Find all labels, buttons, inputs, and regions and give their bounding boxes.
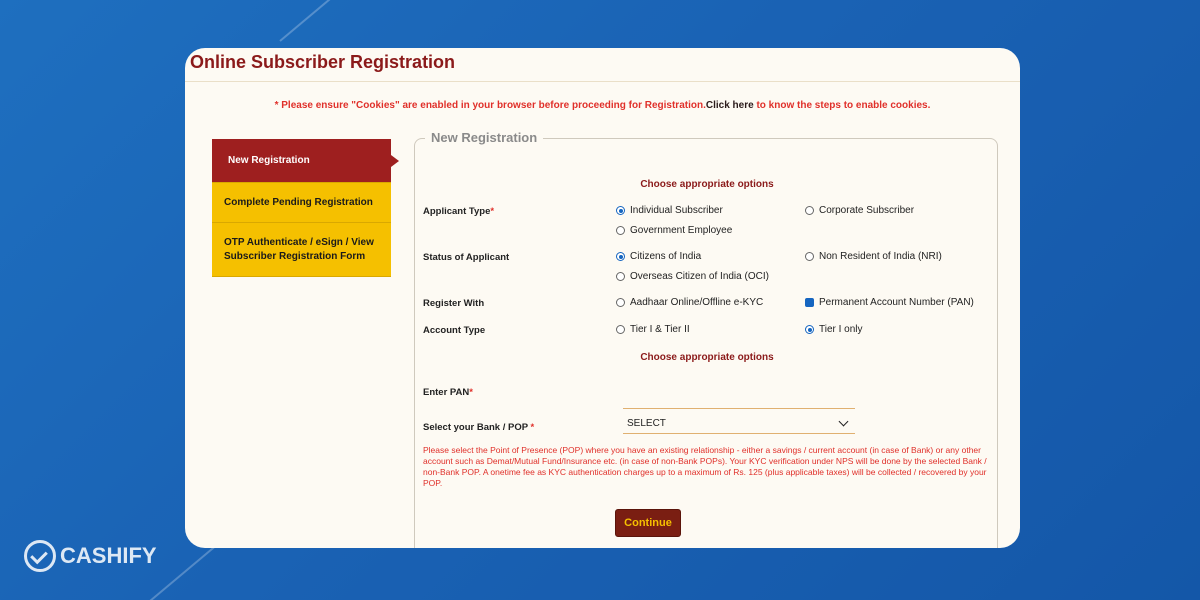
radio-citizens-of-india[interactable]: Citizens of India: [616, 251, 701, 262]
continue-button[interactable]: Continue: [615, 509, 681, 537]
radio-nri[interactable]: Non Resident of India (NRI): [805, 251, 942, 262]
radio-pan[interactable]: Permanent Account Number (PAN): [805, 297, 974, 308]
page-title: Online Subscriber Registration: [190, 52, 456, 72]
registration-card: [185, 48, 1020, 548]
radio-individual-subscriber[interactable]: Individual Subscriber: [616, 205, 723, 216]
pop-help-note: Please select the Point of Presence (POP) where you have an existing relationship - either a savings / current account (in case of Bank) or any other account such as Demat/Mutual Fund/Insurance etc. (in case of non-Bank POPs). Your KYC verification under NPS will be done by the selected Bank / non-Bank POP. A onetime fee as KYC authentication charges up to a maximum of Rs. 125 (plus applicable taxes) will be collected / recovered by your POP.: [423, 445, 987, 488]
register-with-label: Register With: [423, 298, 485, 309]
radio-icon[interactable]: [616, 272, 625, 281]
radio-checked-icon[interactable]: [616, 252, 625, 261]
bank-pop-label: Select your Bank / POP *: [423, 422, 535, 433]
bank-pop-select-value: SELECT: [627, 418, 666, 429]
radio-icon[interactable]: [616, 325, 625, 334]
brand-name: CASHIFY: [60, 543, 157, 568]
radio-icon[interactable]: [616, 298, 625, 307]
cookie-notice-text: * Please ensure "Cookies" are enabled in your browser before proceeding for Registration.: [274, 100, 706, 111]
section-heading: Choose appropriate options: [640, 352, 774, 363]
bank-pop-select[interactable]: [623, 414, 855, 434]
account-type-label: Account Type: [423, 325, 486, 336]
radio-corporate-subscriber[interactable]: Corporate Subscriber: [805, 205, 914, 216]
fieldset-legend: New Registration: [425, 130, 543, 145]
background-decoration: [279, 0, 372, 42]
chevron-down-icon: [839, 417, 849, 427]
radio-aadhaar-ekyc[interactable]: Aadhaar Online/Offline e-KYC: [616, 297, 763, 308]
new-registration-fieldset: [414, 130, 998, 548]
menu-item-otp-authenticate[interactable]: OTP Authenticate / eSign / View Subscriber Registration Form: [212, 223, 391, 277]
enter-pan-label: Enter PAN*: [423, 387, 473, 398]
section-heading: Choose appropriate options: [640, 179, 774, 190]
applicant-type-label: Applicant Type*: [423, 206, 495, 217]
card-header: [185, 48, 1020, 82]
menu-item-complete-pending[interactable]: Complete Pending Registration: [212, 183, 391, 223]
status-of-applicant-label: Status of Applicant: [423, 252, 510, 263]
radio-tier-1-and-2[interactable]: Tier I & Tier II: [616, 324, 690, 335]
pan-input[interactable]: [623, 391, 855, 409]
menu-item-new-registration[interactable]: New Registration: [212, 139, 391, 183]
cookie-help-link[interactable]: Click here: [705, 100, 754, 111]
radio-oci[interactable]: Overseas Citizen of India (OCI): [616, 271, 769, 282]
radio-checked-icon[interactable]: [805, 298, 814, 307]
radio-checked-icon[interactable]: [805, 325, 814, 334]
cookie-notice-suffix: to know the steps to enable cookies.: [753, 100, 931, 111]
cookie-notice: [185, 100, 1020, 111]
brand-logo: [24, 540, 157, 572]
radio-checked-icon[interactable]: [616, 206, 625, 215]
side-menu: [212, 139, 391, 277]
radio-tier-1-only[interactable]: Tier I only: [805, 324, 863, 335]
radio-icon[interactable]: [805, 252, 814, 261]
radio-icon[interactable]: [616, 226, 625, 235]
cashify-logo-icon: [24, 540, 56, 572]
radio-icon[interactable]: [805, 206, 814, 215]
radio-government-employee[interactable]: Government Employee: [616, 225, 732, 236]
